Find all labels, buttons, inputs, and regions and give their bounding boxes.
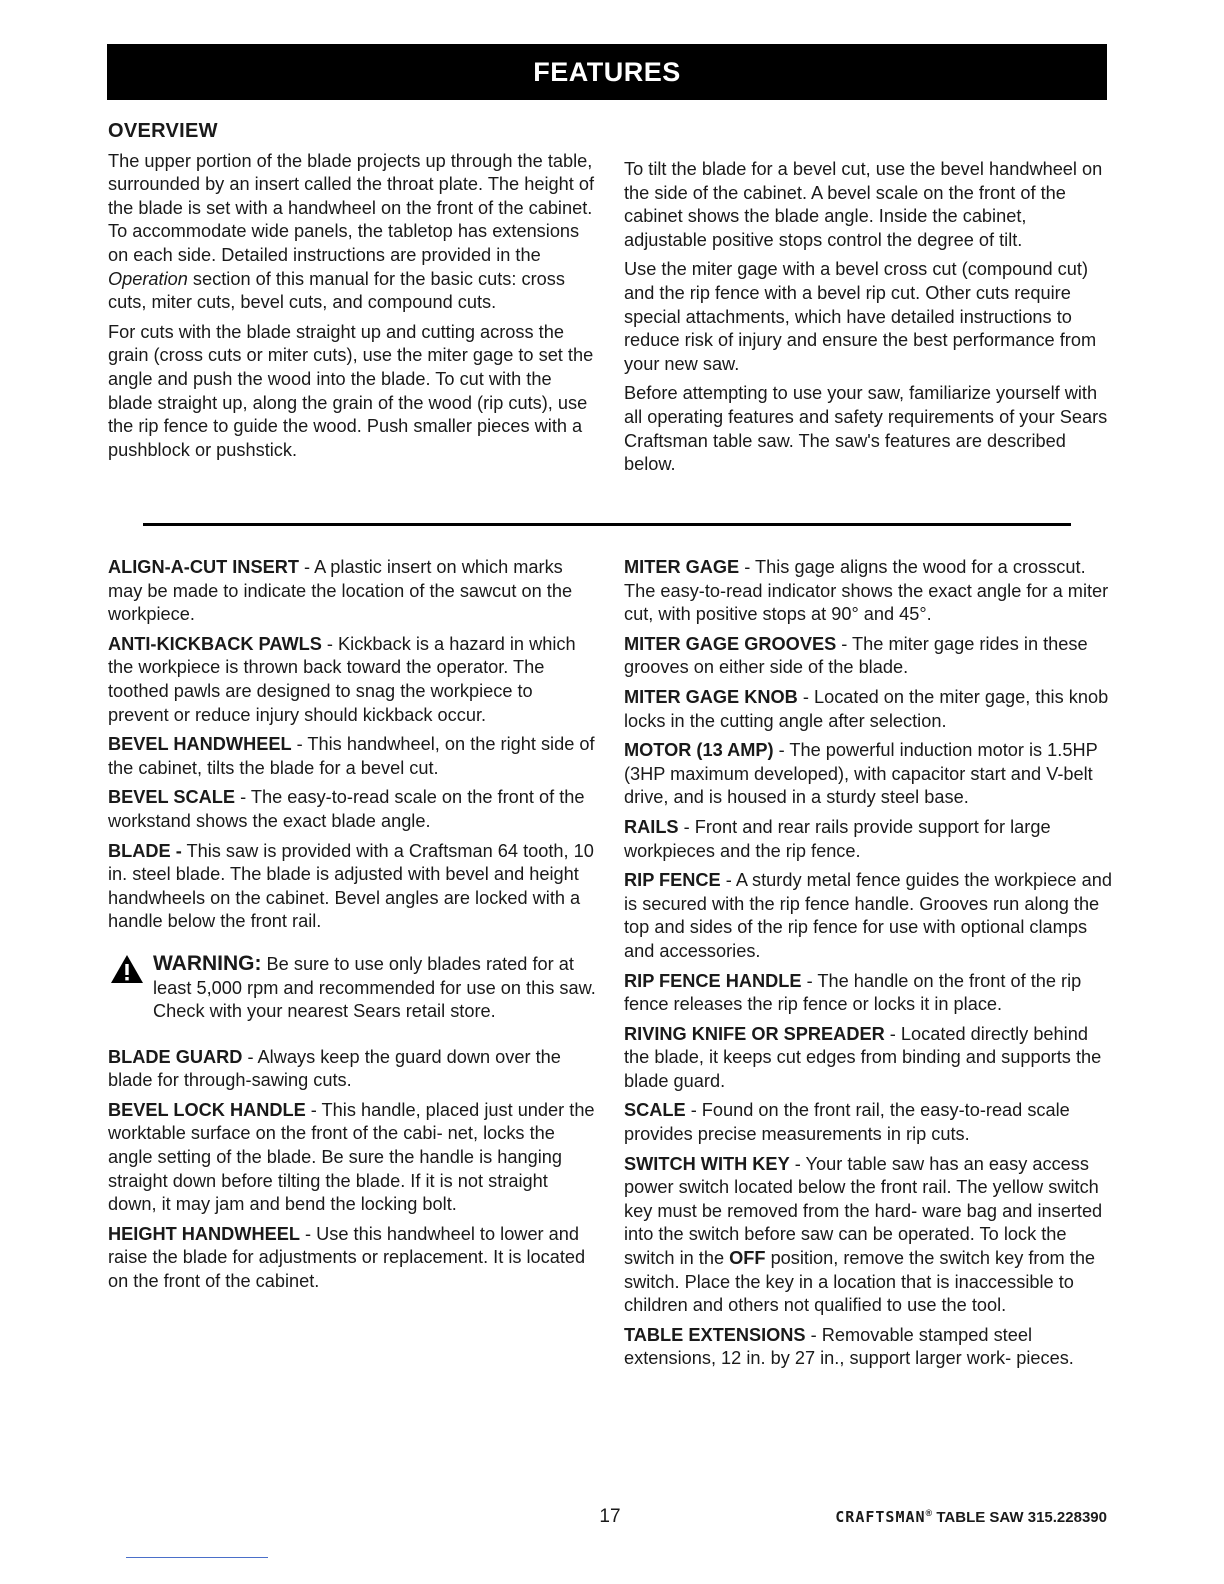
- feature-description: - The powerful induction motor is 1.5HP (3HP maximum developed), with capacitor start and V-belt drive, and is housed in a sturdy steel base.: [624, 740, 1098, 808]
- feature-description: This saw is provided with a Craftsman 64 tooth, 10 in. steel blade. The blade is adjusted with bevel and height handwheels on the cabinet. Bevel angles are locked with a handle below the front rail.: [108, 840, 594, 932]
- feature-entry: [624, 816, 1112, 863]
- feature-term: MOTOR (13 AMP): [624, 740, 774, 761]
- feature-description: - This handwheel, on the right side of the cabinet, tilts the blade for a bevel cut.: [108, 734, 595, 778]
- features-banner: FEATURES: [107, 44, 1107, 100]
- registered-mark: ®: [925, 1508, 933, 1518]
- feature-entry: [624, 686, 1112, 733]
- warning-triangle-icon: [110, 954, 144, 984]
- feature-term: RIVING KNIFE OR SPREADER: [624, 1023, 885, 1044]
- features-right-column: [624, 556, 1112, 1377]
- feature-entry: [108, 1099, 596, 1217]
- feature-entry: [108, 633, 596, 727]
- feature-term: SCALE: [624, 1100, 686, 1121]
- craftsman-logo: CRAFTSMAN: [835, 1508, 926, 1526]
- feature-description: - Found on the front rail, the easy-to-read scale provides precise measurements in rip cuts.: [624, 1100, 1070, 1145]
- feature-entry: [624, 1153, 1112, 1318]
- feature-description: - A plastic insert on which marks may be made to indicate the location of the sawcut on the workpiece.: [108, 557, 573, 625]
- section-divider: [143, 523, 1071, 526]
- feature-term: BLADE GUARD: [108, 1046, 243, 1067]
- feature-term: ANTI-KICKBACK PAWLS: [108, 633, 322, 654]
- page-number: 17: [599, 1506, 621, 1527]
- features-left-column: [108, 556, 596, 1300]
- warning-label: WARNING:: [153, 951, 262, 975]
- feature-entry: [108, 786, 596, 833]
- feature-entry: [108, 556, 596, 627]
- warning-text: Be sure to use only blades rated for at least 5,000 rpm and recommended for use on this saw. Check with your nearest Sears retail store.: [153, 953, 596, 1022]
- feature-term: MITER GAGE: [624, 557, 740, 577]
- overview-paragraph: To tilt the blade for a bevel cut, use the bevel handwheel on the side of the cabinet. A bevel scale on the front of the cabinet shows the blade angle. Inside the cabinet, adjustable positive stops control the degree of tilt.: [624, 159, 1103, 250]
- feature-entry: [624, 1324, 1112, 1371]
- overview-text: For cuts with the blade straight up and cutting across the grain (cross cuts or miter cuts), use the miter gage to set the angle and push the wood into the blade. To cut with the blade straight up, along the grain of the wood (rip cuts), use the rip fence to guide the wood. Push smaller pieces with a pushblock or pushstick.: [108, 321, 594, 460]
- overview-heading: OVERVIEW: [108, 120, 218, 142]
- feature-term: MITER GAGE GROOVES: [624, 633, 837, 654]
- feature-entry: [108, 1223, 596, 1294]
- feature-description: - Your table saw has an easy access power switch located below the front rail. The yellow switch key must be removed from the hard- ware bag and inserted into the switch before saw can be operated. To lock the switch in the: [624, 1153, 1103, 1269]
- feature-entry: [624, 1099, 1112, 1146]
- footer-brand: [835, 1508, 1107, 1526]
- feature-description: position, remove the switch key from the switch. Place the key in a location that is inaccessible to children and others not qualified to use the tool.: [624, 1248, 1096, 1316]
- overview-paragraph: Use the miter gage with a bevel cross cut (compound cut) and the rip fence with a bevel rip cut. Other cuts require special attachments, which have detailed instructions to reduce risk of injury and ensure the best performance from your new saw.: [624, 259, 1097, 374]
- feature-entry: [624, 869, 1112, 963]
- feature-description: - Located directly behind the blade, it keeps cut edges from binding and supports the blade guard.: [624, 1023, 1102, 1091]
- feature-entry: [108, 733, 596, 780]
- feature-entry: [624, 633, 1112, 680]
- feature-description: - This handle, placed just under the worktable surface on the front of the cabi- net, locks the angle setting of the blade. Be sure the handle is hanging straight down before tilting the blade. If it is not straight down, it may jam and bend the locking bolt.: [108, 1099, 595, 1215]
- feature-entry: [108, 840, 596, 934]
- overview-text: section of this manual for the basic cuts: cross cuts, miter cuts, bevel cuts, and compound cuts.: [108, 268, 565, 313]
- bottom-rule: [126, 1557, 268, 1558]
- feature-term: RIP FENCE: [624, 870, 721, 891]
- warning-box: [108, 952, 596, 1024]
- feature-term: BEVEL SCALE: [108, 787, 236, 808]
- overview-paragraph: Before attempting to use your saw, familiarize yourself with all operating features and safety requirements of your Sears Craftsman table saw. The saw's features are described below.: [624, 383, 1108, 475]
- feature-entry: [624, 556, 1112, 627]
- feature-description: - Kickback is a hazard in which the workpiece is thrown back toward the operator. The toothed pawls are designed to snag the workpiece to prevent or reduce injury should kickback occur.: [108, 633, 576, 725]
- feature-description: - Use this handwheel to lower and raise the blade for adjustments or replacement. It is located on the front of the cabinet.: [108, 1223, 586, 1292]
- feature-description: - This gage aligns the wood for a crosscut. The easy-to-read indicator shows the exact angle for a miter cut, with positive stops at 90° and 45°.: [624, 557, 1109, 625]
- operation-section-reference: Operation: [108, 268, 188, 289]
- feature-description: - The miter gage rides in these grooves on either side of the blade.: [624, 633, 1088, 678]
- feature-description: - The handle on the front of the rip fence releases the rip fence or locks it in place.: [624, 970, 1082, 1015]
- feature-term: MITER GAGE KNOB: [624, 686, 798, 707]
- feature-term: SWITCH WITH KEY: [624, 1153, 790, 1174]
- feature-description: - A sturdy metal fence guides the workpiece and is secured with the rip fence handle. Grooves run along the top and sides of the rip fence for use with optional clamps and accessories.: [624, 870, 1112, 961]
- feature-description: - Removable stamped steel extensions, 12 in. by 27 in., support larger work- pieces.: [624, 1324, 1074, 1369]
- feature-entry: [624, 1023, 1112, 1094]
- feature-description: - The easy-to-read scale on the front of the workstand shows the exact blade angle.: [108, 787, 585, 831]
- feature-term: BEVEL HANDWHEEL: [108, 734, 292, 755]
- feature-description: - Front and rear rails provide support for large workpieces and the rip fence.: [624, 816, 1051, 861]
- feature-entry: [108, 1046, 596, 1093]
- feature-description: - Always keep the guard down over the blade for through-sawing cuts.: [108, 1046, 561, 1091]
- overview-paragraph: [108, 321, 596, 463]
- feature-description: - Located on the miter gage, this knob locks in the cutting angle after selection.: [624, 686, 1109, 731]
- feature-entry: [624, 970, 1112, 1017]
- feature-term: HEIGHT HANDWHEEL: [108, 1223, 300, 1244]
- feature-entry: [624, 739, 1112, 810]
- overview-paragraph: [108, 150, 596, 315]
- feature-term: BEVEL LOCK HANDLE: [108, 1099, 306, 1120]
- model-number: TABLE SAW 315.228390: [932, 1509, 1107, 1526]
- overview-text: The upper portion of the blade projects up through the table, surrounded by an insert called the throat plate. The height of the blade is set with a handwheel on the front of the cabinet. To accommodate wide panels, the tabletop has extensions on each side. Detailed instructions are provided in the: [108, 150, 594, 265]
- feature-term: RAILS: [624, 816, 679, 837]
- feature-term: TABLE EXTENSIONS: [624, 1324, 806, 1345]
- feature-term: ALIGN-A-CUT INSERT: [108, 557, 299, 577]
- feature-term: BLADE -: [108, 840, 182, 861]
- overview-right-column: [624, 158, 1110, 483]
- off-position-label: OFF: [729, 1248, 766, 1269]
- feature-term: RIP FENCE HANDLE: [624, 970, 802, 991]
- overview-left-column: [108, 120, 596, 468]
